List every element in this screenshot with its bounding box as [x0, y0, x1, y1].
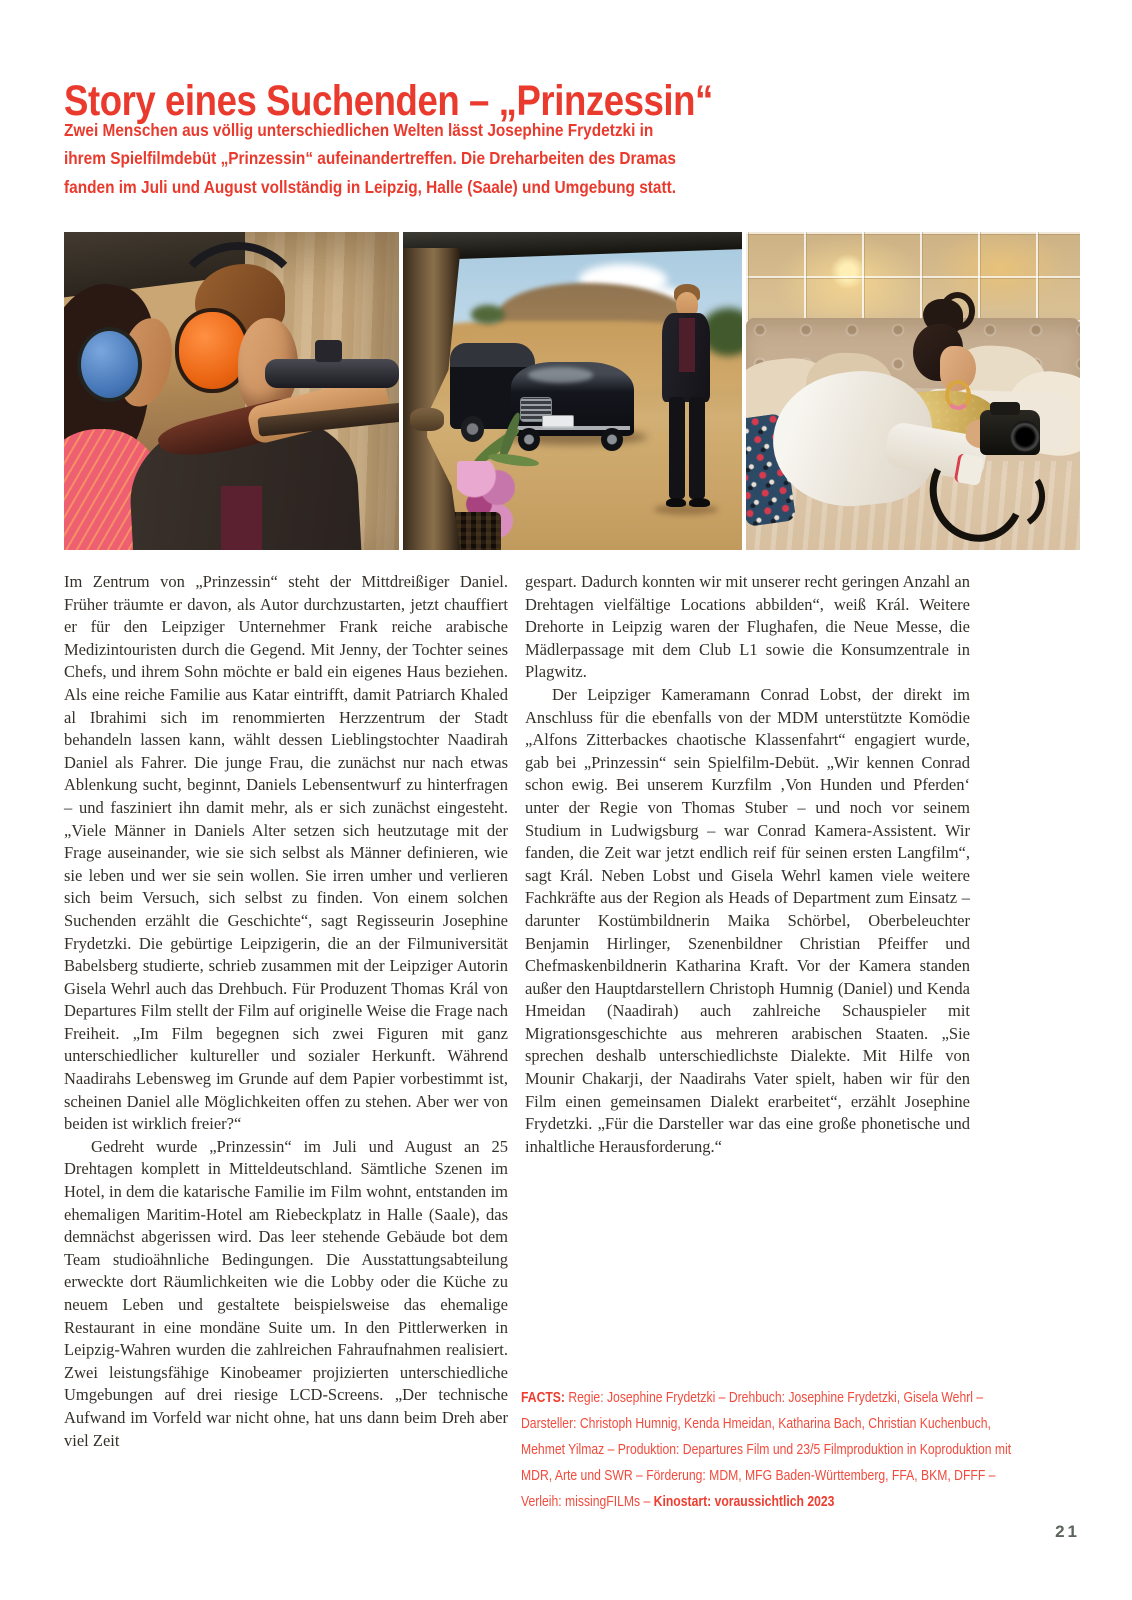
paragraph: Gedreht wurde „Prinzessin“ im Juli und August an 25 Drehtagen komplett in Mitteldeutschland. Sämtliche Szenen im Hotel, in dem die katarische Familie im Film wohnt, entstanden im ehemaligen Maritim-Hotel am Riebeckplatz in Halle (Saale), das demnächst abgerissen wird. Das leer stehende Gebäude bot dem Team studioähnliche Bedingungen. Die Ausstattungsabteilung erweckte dort Räumlichkeiten wie die Lobby oder die Küche zu neuem Leben und gestaltete beispielsweise das ehemalige Restaurant in eine mondäne Suite um. In den Pittlerwerken in Leipzig-Wahren wurden die zahlreichen Fahraufnahmen realisiert. Zwei leistungsfähige Kinobeamer projizierten unterschiedliche Umgebungen auf drei riesige LCD-Screens. „Der technische Aufwand im Vorfeld war nicht ohne, hat uns dann beim Dreh aber viel Zeit: [64, 1136, 508, 1450]
photo1-shirt: [221, 486, 261, 550]
page-number: 21: [1055, 1522, 1080, 1541]
intro-paragraph: [64, 116, 760, 201]
photo2-man-shirt: [679, 318, 694, 372]
photo2-suv-wheel: [461, 416, 485, 441]
facts-body: Regie: Josephine Frydetzki – Drehbuch: Josephine Frydetzki, Gisela Wehrl – Darsteller: Christoph Humnig, Kenda Hmeidan, Katharina Bach, Christian Kuchenbuch, Mehmet Yilmaz – Produktion: Departures Film und 23/5 Filmproduktion in Koproduktion mit MDR, Arte und SWR – Förderung: MDM, MFG Baden-Württemberg, FFA, BKM, DFFF – Verleih: missingFILMs –: [521, 1390, 1012, 1510]
paragraph: Der Leipziger Kameramann Conrad Lobst, der direkt im Anschluss für die ebenfalls von der MDM unterstützte Komödie „Alfons Zitterbackes chaotische Klassenfahrt“ engagiert wurde, gab bei „Prinzessin“ sein Spielfilm-Debüt. „Wir kennen Conrad schon ewig. Bei unserem Kurzfilm ‚Von Hunden und Pferden‘ unter der Regie von Thomas Stuber – und noch vor seinem Studium in Ludwigsburg – war Conrad Kamera-Assistent. Wir fanden, die Zeit war jetzt endlich reif für seinen ersten Langfilm“, sagt Král. Neben Lobst und Gisela Wehrl kamen viele weitere Fachkräfte aus der Region als Heads of Department zum Einsatz – darunter Kostümbildnerin Maika Schörbel, Oberbeleuchter Benjamin Hirlinger, Szenenbildner Christian Pfeiffer und Chefmaskenbildnerin Katharina Kraft. Vor der Kamera standen außer den Hauptdarstellern Christoph Humnig (Daniel) und Kenda Hmeidan (Naadirah) auch zahlreiche Schauspieler mit Migrationsgeschichte aus mehreren arabischen Staaten. „Sie sprechen deshalb unterschiedlichste Dialekte. Mit Hilfe von Mounir Chakarji, der Naadirahs Vater spielt, haben wir für den Film einen gemeinsamen Dialekt erarbeitet“, erzählt Josephine Frydetzki. „Für die Darsteller war das eine große phonetische und inhaltliche Herausforderung.“: [525, 684, 970, 1156]
photo2-man-leg: [669, 397, 685, 499]
article-column-right: [525, 571, 970, 1158]
page-title: Story eines Suchenden – „Prinzessin“: [64, 76, 713, 125]
photo2-man-shoe: [666, 498, 686, 508]
photo3-mirror-wall: [746, 232, 1080, 324]
paragraph: ihrem Spielfilmdebüt „Prinzessin“ aufeinandertreffen. Die Dreharbeiten des Dramas: [64, 148, 676, 169]
photo1-scope-knob: [315, 340, 342, 362]
photo2-curtain-knot: [410, 408, 444, 430]
facts-block: [521, 1385, 1013, 1515]
photo3-camera-top: [990, 402, 1020, 415]
photo3-camera-lens: [1010, 421, 1040, 453]
paragraph: Zwei Menschen aus völlig unterschiedlichen Welten lässt Josephine Frydetzki in: [64, 120, 654, 140]
photo-hotel-bed: [746, 232, 1080, 550]
facts-label: FACTS:: [521, 1390, 565, 1406]
photo2-man-shoe: [689, 498, 709, 508]
photo1-rifle-scope: [265, 359, 399, 388]
article-column-left: [64, 571, 508, 1452]
paragraph: fanden im Juli und August vollständig in Leipzig, Halle (Saale) und Umgebung statt.: [64, 176, 677, 197]
photo2-man-leg: [689, 397, 705, 499]
photo2-bush-small: [471, 305, 505, 324]
facts-kinostart: Kinostart: voraussichtlich 2023: [653, 1494, 835, 1510]
paragraph: Im Zentrum von „Prinzessin“ steht der Mittdreißiger Daniel. Früher träumte er davon, als Autor durchzustarten, jetzt chauffiert er für den Leipziger Unternehmer Frank reiche arabische Medizintouristen durch die Gegend. Mit Jenny, der Tochter seines Chefs, und ihrem Sohn möchte er bald ein eigenes Haus beziehen. Als eine reiche Familie aus Katar eintrifft, damit Patriarch Khaled al Ibrahimi sich im renommierten Herzzentrum der Stadt behandeln lassen kann, wählt dessen Lieblingstochter Naadirah Daniel als Fahrer. Die junge Frau, die zunächst nur nach etwas Ablenkung sucht, beginnt, Daniels Lebensentwurf zu hinterfragen – und fasziniert ihn damit mehr, als er sich zunächst eingesteht. „Viele Männer in Daniels Alter setzen sich heutzutage mit der Frage auseinander, wie sie sich selbst als Männer definieren, wie sie leben und wer sie sein wollen. Sie irren umher und verlieren sich beim Versuch, sich selbst zu finden. Von einem solchen Suchenden erzählt die Geschichte“, sagt Regisseurin Josephine Frydetzki. Die gebürtige Leipzigerin, die an der Filmuniversität Babelsberg studierte, schrieb zusammen mit der Leipziger Autorin Gisela Wehrl auch das Drehbuch. Für Produzent Thomas Král von Departures Film stellt der Film auf originelle Weise die Frage nach Freiheit. „Im Film begegnen sich zwei Figuren mit ganz unterschiedlicher kultureller und sozialer Herkunft. Während Naadirahs Lebensweg im Grunde auf dem Papier vorbestimmt ist, scheinen Daniel alle Möglichkeiten offen zu stehen. Aber wer von beiden ist wirklich freier?“: [64, 572, 508, 1134]
photo3-hoop-earring: [945, 380, 971, 410]
photo-strip: [64, 232, 1080, 550]
photo-desert-cars: [403, 232, 742, 550]
paragraph: gespart. Dadurch konnten wir mit unserer recht geringen Anzahl an Drehtagen vielfältige Locations abbilden“, weiß Král. Weitere Drehorte in Leipzig waren der Flughafen, die Neue Messe, die Mädlerpassage mit dem Club L1 sowie die Konsumzentrale in Plagwitz.: [525, 572, 970, 682]
photo1-blue-ear-protector: [77, 327, 142, 402]
photo-shooting-range: [64, 232, 399, 550]
photo2-windshield-glint: [528, 367, 592, 383]
